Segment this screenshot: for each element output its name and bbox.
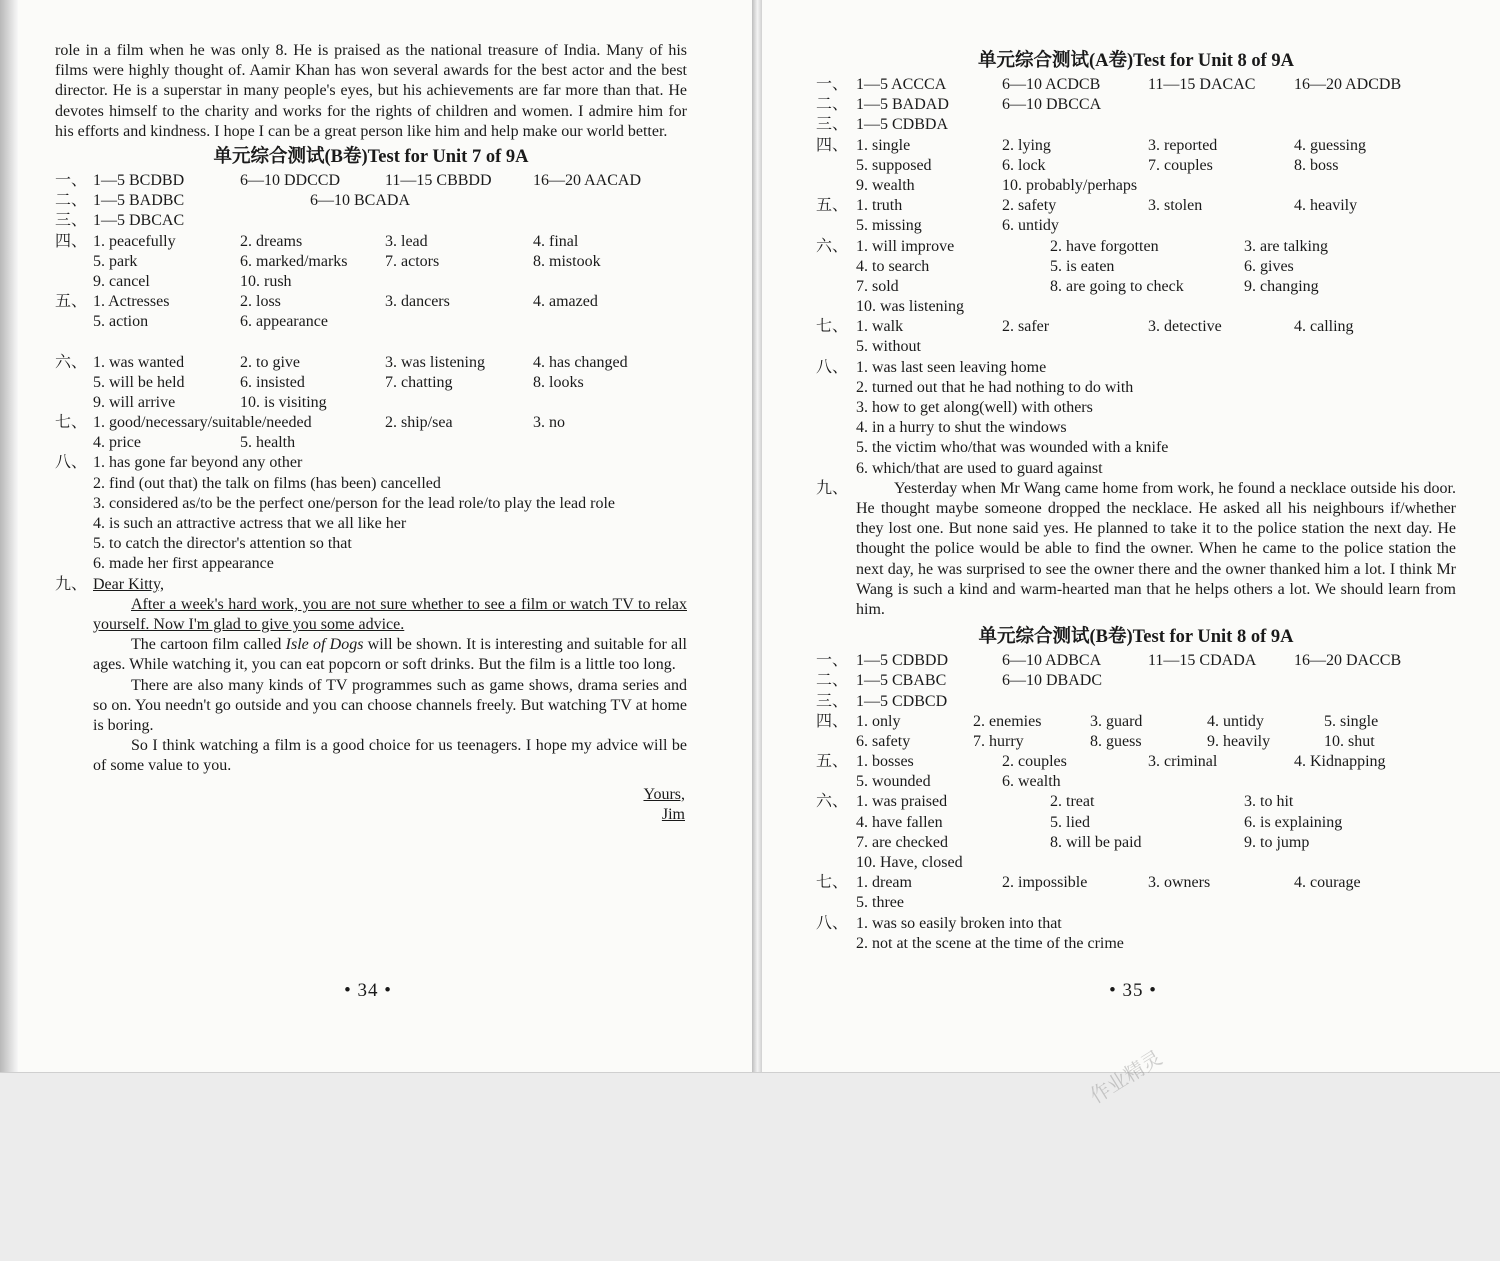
answer-line: 5. to catch the director's attention so that <box>93 535 352 553</box>
letter-greeting-row: 九、 Dear Kitty, <box>55 575 164 593</box>
section-title-unit8-a: 单元综合测试(A卷)Test for Unit 8 of 9A <box>977 51 1295 71</box>
letter-paragraph-1: After a week's hard work, you are not sure whether to see a film or watch TV to relax yourself. Now I'm glad to give you some advice. <box>93 595 687 634</box>
scan-background <box>0 1045 1500 1261</box>
letter-paragraph-3: There are also many kinds of TV programmes such as game shows, drama series and so on. You needn't go outside and you can choose channels freely. But watching TV at home is boring. <box>93 676 687 735</box>
answer-row: 6. which/that are used to guard against <box>856 459 1103 477</box>
answer-row: 5. action 6. appearance <box>93 313 328 331</box>
answer-row: 5. supposed 6. lock 7. couples 8. boss <box>856 156 1339 174</box>
answer-row: 3. how to get along(well) with others <box>856 399 1093 416</box>
answer-row: 5. without <box>856 338 921 356</box>
answer-row: 八、 1. was so easily broken into that <box>816 914 1062 932</box>
answer-row: 6. safety 7. hurry 8. guess 9. heavily 10. shut <box>856 732 1375 750</box>
answer-row: 9. will arrive 10. is visiting <box>93 393 327 411</box>
answer-row: 5. will be held 6. insisted 7. chatting 8. looks <box>93 373 584 391</box>
right-page <box>762 0 1500 1072</box>
page-edge <box>0 0 18 1072</box>
answer-row: 5. three <box>856 894 904 912</box>
answer-row: 7. sold 8. are going to check 9. changing <box>856 277 1319 295</box>
answer-row: 4. price 5. health <box>93 434 296 452</box>
answer-row: 4. in a hurry to shut the windows <box>856 419 1067 437</box>
answer-row: 八、 1. has gone far beyond any other <box>55 454 303 472</box>
writing-answer: 九、 Yesterday when Mr Wang came home from work, he found a necklace outside his door. He thought maybe someone dropped the necklace. He asked all his neighbours if/whether they lost one. But none said yes. He planned to take it to the police station the next day. He thought the police would be able to find the owner. When he came to the police station the next day, he was surprised to see the owner there and the owner thanked him a lot. I think Mr Wang is such a kind and warm-hearted man that he helps others a lot. We should learn from him. <box>816 479 1456 620</box>
page-number: • 34 • <box>344 980 392 1001</box>
answer-row: 三、 1—5 CDBDA <box>816 116 949 134</box>
answer-row: 八、 1. was last seen leaving home <box>816 358 1047 376</box>
letter-paragraph-2: The cartoon film called Isle of Dogs will be shown. It is interesting and suitable for all ages. While watching it, you can eat popcorn or soft drinks. But the film is a little too long. <box>93 636 688 674</box>
book-gutter <box>752 0 762 1072</box>
letter-paragraph-4: So I think watching a film is a good choice for us teenagers. I hope my advice will be of some value to you. <box>93 737 687 775</box>
letter-closing: Yours, <box>643 785 685 803</box>
answer-row: 四、 1. single 2. lying 3. reported 4. guessing <box>816 136 1366 154</box>
watermark-logo: 作业精灵 <box>1085 1045 1167 1109</box>
answer-row: 三、 1—5 DBCAC <box>55 212 185 230</box>
answer-row: 三、 1—5 CDBCD <box>816 692 948 710</box>
answer-row: 六、 1. will improve 2. have forgotten 3. are talking <box>816 237 1328 255</box>
answer-row: 10. Have, closed <box>856 854 963 872</box>
answer-line: 4. is such an attractive actress that we all like her <box>93 515 407 533</box>
answer-row: 二、 1—5 BADBC 6—10 BCADA <box>55 192 411 210</box>
letter-signature: Jim <box>661 805 685 823</box>
answer-row: 9. wealth 10. probably/perhaps <box>856 176 1138 194</box>
answer-row: 一、 1—5 BCDBD 6—10 DDCCD 11—15 CBBDD 16—20 AACAD <box>55 172 642 190</box>
answer-row: 二、 1—5 CBABC 6—10 DBADC <box>816 672 1103 690</box>
intro-paragraph: role in a film when he was only 8. He is praised as the national treasure of India. Many of his films were highly thought of. Aamir Khan has won several awards for the best actor and the best director. He is a superstar in many people's eyes, but his achievements are far more than that. He devotes himself to the charity and works for the rights of children and women. I admire him for his efforts and kindness. I hope I can be a great person like him and help make our world better. <box>55 42 687 140</box>
answer-row: 四、 1. only 2. enemies 3. guard 4. untidy 5. single <box>816 712 1379 730</box>
answer-row: 二、 1—5 BADAD 6—10 DBCCA <box>816 96 1102 114</box>
answer-row: 六、 1. was wanted 2. to give 3. was listening 4. has changed <box>55 353 628 371</box>
right-column <box>816 46 1456 954</box>
answer-row: 七、 1. walk 2. safer 3. detective 4. calling <box>816 318 1354 336</box>
answer-row: 2. turned out that he had nothing to do with <box>856 378 1134 396</box>
answer-row: 5. wounded 6. wealth <box>856 773 1061 791</box>
answer-row: 4. have fallen 5. lied 6. is explaining <box>856 813 1343 831</box>
answer-row: 2. not at the scene at the time of the crime <box>856 934 1124 952</box>
answer-row: 5. missing 6. untidy <box>856 217 1059 235</box>
answer-row: 七、 1. good/necessary/suitable/needed 2. ship/sea 3. no <box>55 414 565 432</box>
section-title-unit8-b: 单元综合测试(B卷)Test for Unit 8 of 9A <box>978 627 1294 648</box>
section-title-unit7-b: 单元综合测试(B卷)Test for Unit 7 of 9A <box>213 147 529 168</box>
answer-row: 六、 1. was praised 2. treat 3. to hit <box>816 793 1294 811</box>
answer-line: 3. considered as/to be the perfect one/person for the lead role/to play the lead role <box>93 494 616 512</box>
answer-row: 10. was listening <box>856 298 964 316</box>
left-column <box>55 41 687 825</box>
answer-row: 4. to search 5. is eaten 6. gives <box>856 257 1294 275</box>
answer-row: 七、 1. dream 2. impossible 3. owners 4. courage <box>816 874 1361 892</box>
answer-row: 7. are checked 8. will be paid 9. to jump <box>856 833 1310 851</box>
answer-row: 五、 1. Actresses 2. loss 3. dancers 4. amazed <box>55 293 598 311</box>
answer-row: 四、 1. peacefully 2. dreams 3. lead 4. final <box>55 232 579 250</box>
answer-row: 五、 1. truth 2. safety 3. stolen 4. heavily <box>816 197 1358 215</box>
writing-paragraph: Yesterday when Mr Wang came home from work, he found a necklace outside his door. He thought maybe someone dropped the necklace. He asked all his neighbours if/whether they lost one. But none said yes. He planned to take it to the police station the next day. He thought the police would be able to find the owner. When he came to the police station the next day, he was surprised to see the owner there and the owner thanked him a lot. I think Mr Wang is such a kind and warm-hearted man that he helps others a lot. We should learn from him. <box>856 479 1456 618</box>
answer-line: 6. made her first appearance <box>93 555 274 573</box>
answer-row: 五、 1. bosses 2. couples 3. criminal 4. Kidnapping <box>816 753 1386 771</box>
answer-row: 5. park 6. marked/marks 7. actors 8. mistook <box>93 252 601 270</box>
left-page <box>0 0 752 1072</box>
answer-line: 2. find (out that) the talk on films (has been) cancelled <box>93 474 441 492</box>
answer-row: 9. cancel 10. rush <box>93 272 292 290</box>
answer-row: 5. the victim who/that was wounded with a knife <box>856 439 1169 457</box>
answer-row: 一、 1—5 CDBDD 6—10 ADBCA 11—15 CDADA 16—20 DACCB <box>816 652 1402 670</box>
answer-row: 一、 1—5 ACCCA 6—10 ACDCB 11—15 DACAC 16—20 ADCDB <box>816 76 1402 93</box>
page-number: • 35 • <box>1109 980 1157 1001</box>
